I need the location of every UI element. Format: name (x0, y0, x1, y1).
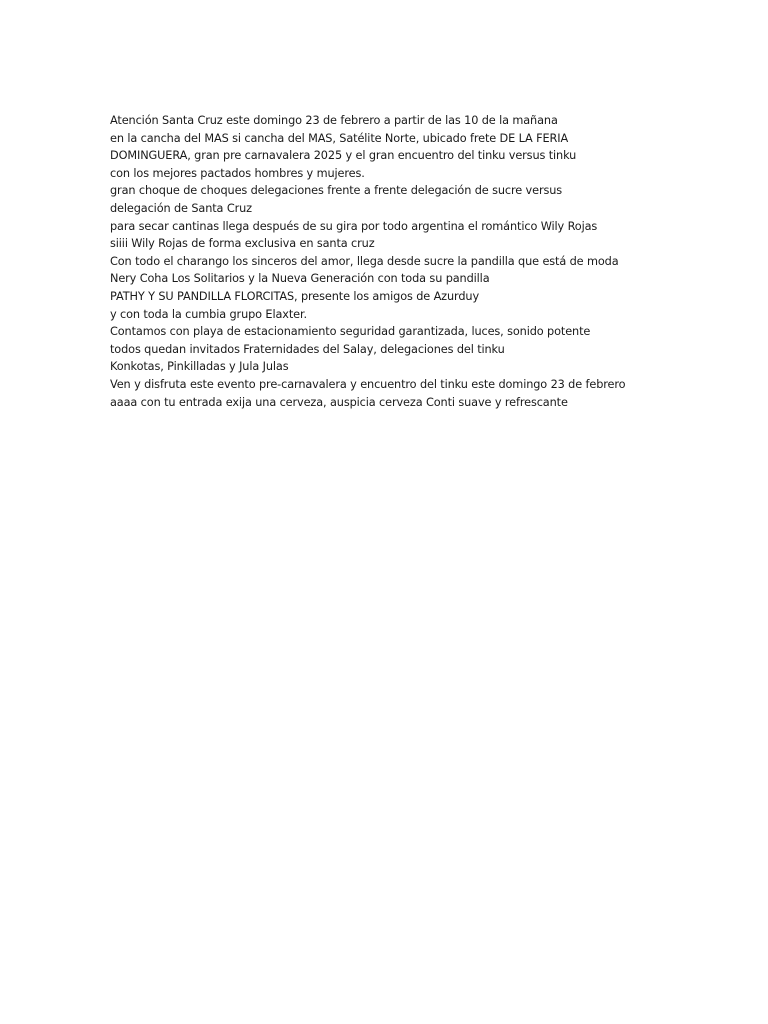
announcement-text (110, 112, 750, 411)
text-line: con los mejores pactados hombres y mujeres. (110, 166, 365, 180)
text-line: PATHY Y SU PANDILLA FLORCITAS, presente los amigos de Azurduy (110, 289, 480, 303)
text-line: Contamos con playa de estacionamiento seguridad garantizada, luces, sonido potente (110, 325, 591, 339)
text-line: para secar cantinas llega después de su gira por todo argentina el romántico Wily Rojas (110, 219, 598, 233)
text-line: gran choque de choques delegaciones frente a frente delegación de sucre versus (110, 184, 563, 198)
text-line: Atención Santa Cruz este domingo 23 de febrero a partir de las 10 de la mañana (110, 114, 558, 127)
text-line: Ven y disfruta este evento pre-carnavalera y encuentro del tinku este domingo 23 de febrero (110, 377, 626, 391)
text-line: delegación de Santa Cruz (110, 201, 252, 215)
text-line: Konkotas, Pinkilladas y Jula Julas (110, 360, 289, 374)
text-line: DOMINGUERA, gran pre carnavalera 2025 y el gran encuentro del tinku versus tinku (110, 149, 577, 163)
text-line: todos quedan invitados Fraternidades del Salay, delegaciones del tinku (110, 342, 505, 356)
text-line: Con todo el charango los sinceros del amor, llega desde sucre la pandilla que está de moda (110, 254, 619, 268)
text-line: y con toda la cumbia grupo Elaxter. (110, 307, 307, 321)
text-line: Nery Coha Los Solitarios y la Nueva Generación con toda su pandilla (110, 272, 490, 286)
text-line: siiii Wily Rojas de forma exclusiva en santa cruz (110, 237, 375, 251)
text-line: aaaa con tu entrada exija una cerveza, auspicia cerveza Conti suave y refrescante (110, 395, 568, 409)
text-line: en la cancha del MAS si cancha del MAS, Satélite Norte, ubicado frete DE LA FERIA (110, 131, 569, 145)
